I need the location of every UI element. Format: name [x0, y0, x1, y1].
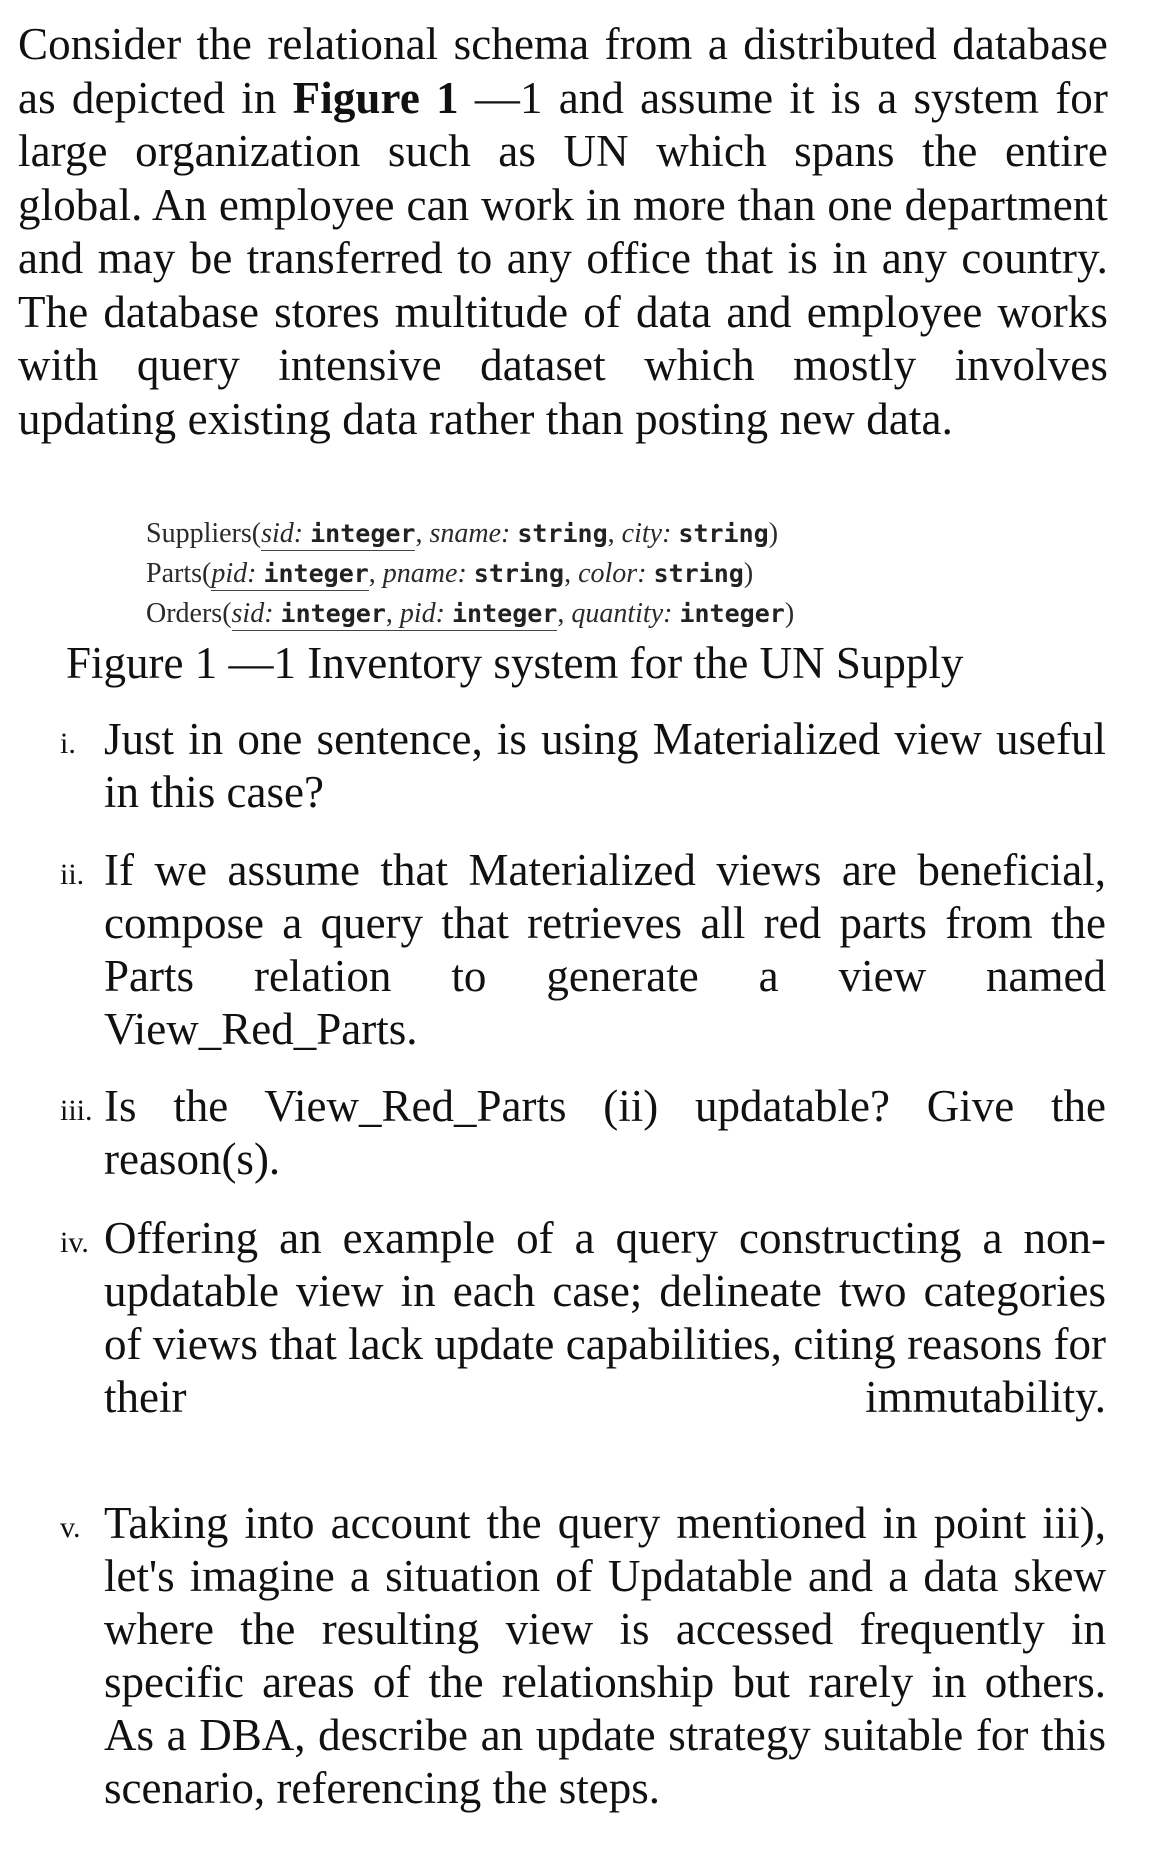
attribute-name: color:	[578, 558, 647, 589]
question-text: If we assume that Materialized views are beneficial, compose a query that retrieves all red parts from the Parts relation to generate a view named View_Red_Parts.	[104, 845, 1106, 1054]
attribute-name: sname:	[429, 518, 511, 549]
attribute-type: string	[517, 519, 608, 548]
figure-caption: Figure 1 —1 Inventory system for the UN Supply	[66, 638, 964, 688]
attribute-name: quantity:	[571, 598, 673, 629]
question-v	[60, 1497, 1106, 1815]
attribute-name: city:	[621, 518, 672, 549]
question-i	[60, 713, 1106, 819]
question-text: Taking into account the query mentioned in point iii), let's imagine a situation of Updatable and a data skew where the resulting view is accessed frequently in specific areas of the relationship but rarely in others. As a DBA, describe an update strategy suitable for this scenario, referencing the steps.	[104, 1498, 1106, 1813]
question-number: i.	[60, 727, 76, 760]
relational-schema	[146, 514, 946, 634]
question-text: Is the View_Red_Parts (ii) updatable? Give the reason(s).	[104, 1081, 1106, 1184]
intro-tail: —1 and assume it is a system for large organization such as UN which spans the entire global. An employee can work in more than one department and may be transferred to any office that is in any country. The database stores multitude of data and employee works with query intensive dataset which mostly involves updating existing data rather than posting new data.	[18, 72, 1108, 444]
intro-lead: Consider the relational schema from a distributed database as depicted in	[18, 19, 1108, 123]
intro-paragraph	[18, 18, 1108, 446]
question-iv	[60, 1212, 1106, 1424]
question-text: Offering an example of a query constructing a non-updatable view in each case; delineate two categories of views that lack update capabilities, citing reasons for their immutability.	[104, 1213, 1106, 1422]
attribute-type: integer	[679, 599, 785, 628]
question-number: iv.	[60, 1226, 89, 1259]
question-number: v.	[60, 1511, 81, 1544]
attribute-name: pname:	[382, 558, 467, 589]
question-iii	[60, 1080, 1106, 1186]
attribute-type: string	[473, 559, 565, 588]
question-number: iii.	[60, 1094, 93, 1127]
attribute-type: string	[678, 519, 769, 548]
relation-name: Orders	[146, 598, 223, 629]
relation-name: Parts	[146, 558, 202, 589]
attribute-type: string	[653, 559, 744, 588]
key-attribute: sid: integer, pid: integer	[231, 598, 558, 629]
question-number: ii.	[60, 858, 85, 891]
question-ii	[60, 844, 1106, 1056]
schema-orders: Orders(sid: integer, pid: integer, quantity: integer)	[146, 598, 795, 629]
schema-parts: Parts(pid: integer, pname: string, color: string)	[146, 558, 754, 589]
key-attribute: pid: integer	[211, 558, 369, 589]
question-text: Just in one sentence, is using Materialized view useful in this case?	[104, 714, 1106, 817]
schema-suppliers: Suppliers(sid: integer, sname: string, city: string)	[146, 518, 779, 549]
relation-name: Suppliers	[146, 518, 252, 549]
key-attribute: sid: integer	[261, 518, 416, 549]
figure-reference: Figure 1	[292, 72, 459, 123]
